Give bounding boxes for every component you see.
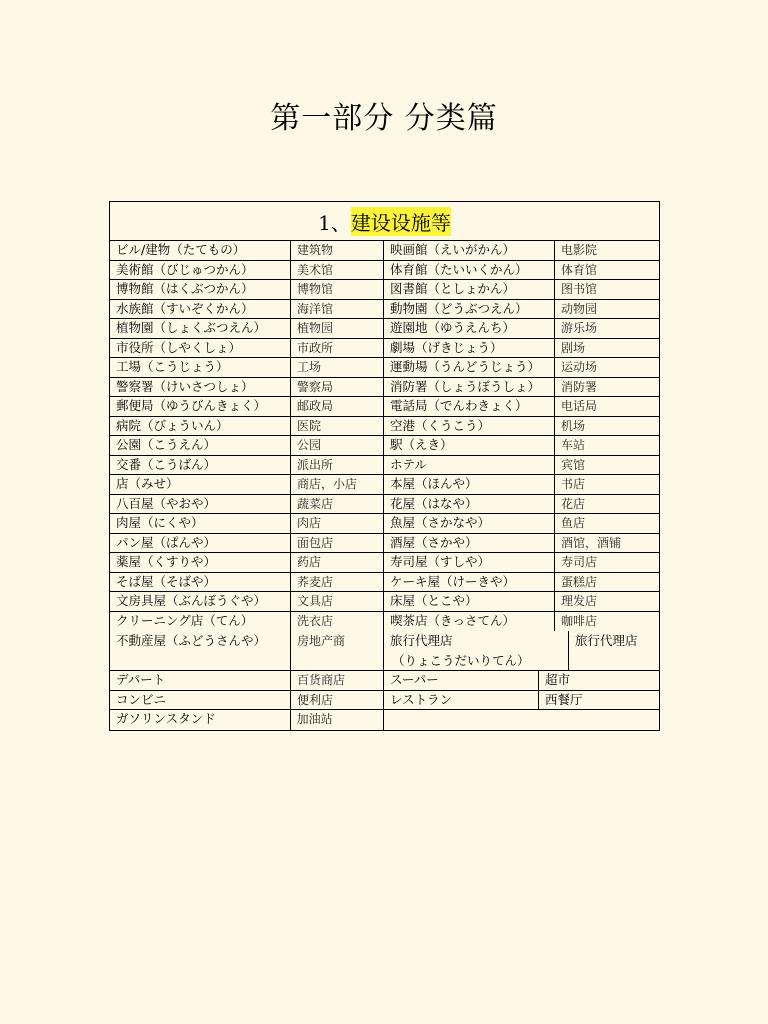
japanese-term: 店（みせ） [110,475,291,494]
japanese-term-line2: （りょこうだいりてん） [392,653,530,668]
japanese-term: 寿司屋（すしや） [384,553,555,572]
japanese-term: 劇場（げきじょう） [384,339,555,358]
chinese-term: 植物园 [291,319,384,338]
table-row [110,573,659,593]
japanese-term: 消防署（しょうぼうしょ） [384,378,555,397]
chinese-term: 理发店 [561,594,598,608]
japanese-term: 駅（えき） [384,436,555,455]
chinese-term: 面包店 [291,534,384,553]
table-row [110,495,659,515]
japanese-term: 薬屋（くすりや） [110,553,291,572]
japanese-term: 魚屋（さかなや） [384,514,555,533]
chinese-term: 动物园 [561,301,598,316]
japanese-term: 工場（こうじょう） [110,358,291,377]
japanese-term: 文房具屋（ぶんぼうぐや） [110,592,291,611]
chinese-term: 派出所 [291,456,384,475]
japanese-term: 交番（こうばん） [110,456,291,475]
japanese-term: スーパー [384,671,539,690]
table-row [110,534,659,554]
japanese-term: 病院（びょういん） [110,417,291,436]
page-title: 第一部分 分类篇 [270,101,498,136]
table-row [110,631,659,671]
section-number: 1、 [318,210,351,235]
japanese-term: 電話局（でんわきょく） [384,397,555,416]
section-heading [110,202,659,241]
japanese-term: コンビニ [110,691,291,710]
chinese-term: 市政所 [291,339,384,358]
japanese-term: クリーニング店（てん） [110,612,291,632]
table-row [110,339,659,359]
table-row [110,553,659,573]
chinese-term: 运动场 [561,360,598,374]
chinese-term: 咖啡店 [561,613,598,628]
japanese-term: 映画館（えいがかん） [384,241,555,260]
chinese-term: 洗衣店 [291,612,384,632]
table-row [110,378,659,398]
japanese-term: レストラン [384,691,539,710]
table-row [110,397,659,417]
japanese-term: 空港（くうこう） [384,417,555,436]
table-row [110,241,659,261]
table-row [110,456,659,476]
chinese-term: 电话局 [561,399,598,413]
japanese-term: 八百屋（やおや） [110,495,291,514]
table-row [110,319,659,339]
japanese-term: そば屋（そばや） [110,573,291,592]
chinese-term: 体育馆 [561,262,598,277]
table-row [110,612,659,632]
table-body [110,241,659,631]
chinese-term: 车站 [561,438,586,452]
japanese-term: ホテル [384,456,555,475]
japanese-term: 図書館（としょかん） [384,280,555,299]
japanese-term: 肉屋（にくや） [110,514,291,533]
japanese-term: ビル/建物（たてもの） [110,241,291,260]
chinese-term: 海洋馆 [291,300,384,319]
chinese-term: 商店，小店 [291,475,384,494]
chinese-term: 文具店 [291,592,384,611]
japanese-term [384,631,569,670]
japanese-term: 美術館（びじゅつかん） [110,261,291,280]
chinese-term: 西餐厅 [545,691,583,707]
chinese-term: 电影院 [561,243,598,257]
japanese-term: 公園（こうえん） [110,436,291,455]
chinese-term: 医院 [291,417,384,436]
japanese-term: 花屋（はなや） [384,495,555,514]
chinese-term: 酒馆，酒铺 [561,535,622,550]
japanese-term: 本屋（ほんや） [384,475,555,494]
japanese-term: 体育館（たいいくかん） [384,261,555,280]
chinese-term: 建筑物 [291,241,384,260]
chinese-term: 消防署 [561,379,598,394]
table-row [110,300,659,320]
japanese-term: 警察署（けいさつしょ） [110,378,291,397]
chinese-term: 百货商店 [291,671,384,690]
table-row [110,710,659,730]
chinese-term: 便利店 [291,691,384,710]
japanese-term: パン屋（ぱんや） [110,534,291,553]
japanese-term: 動物園（どうぶつえん） [384,300,555,319]
table-row [110,280,659,300]
japanese-term: 郵便局（ゆうびんきょく） [110,397,291,416]
table-row [110,358,659,378]
vocabulary-table [109,201,660,731]
chinese-term: 蔬菜店 [291,495,384,514]
japanese-term: 運動場（うんどうじょう） [384,358,555,377]
table-row [110,417,659,437]
chinese-term: 花店 [561,496,586,511]
chinese-term: 工场 [291,358,384,377]
table-row [110,475,659,495]
japanese-term: 床屋（とこや） [384,592,555,611]
section-heading-text: 建设设施等 [351,207,451,236]
chinese-term: 药店 [291,553,384,572]
japanese-term: 不動産屋（ふどうさんや） [110,631,291,670]
table-row [110,691,659,711]
chinese-term: 房地产商 [291,631,384,670]
chinese-term: 书店 [561,477,586,491]
chinese-term: 邮政局 [291,397,384,416]
chinese-term: 图书馆 [561,282,598,296]
japanese-term: 遊園地（ゆうえんち） [384,319,555,338]
japanese-term: 博物館（はくぶつかん） [110,280,291,299]
chinese-term: 游乐场 [561,321,598,335]
chinese-term: 荞麦店 [291,573,384,592]
table-row [110,592,659,612]
chinese-term: 蛋糕店 [561,574,598,589]
japanese-term: 市役所（しやくしょ） [110,339,291,358]
chinese-term: 肉店 [291,514,384,533]
japanese-term-line1: 旅行代理店 [390,633,453,648]
chinese-term: 公园 [291,436,384,455]
chinese-term: 寿司店 [561,555,598,569]
chinese-term: 机场 [561,418,586,433]
chinese-term: 博物馆 [291,280,384,299]
japanese-term: 喫茶店（きっさてん） [384,612,555,632]
table-row [110,671,659,691]
table-row [110,436,659,456]
table-row [110,514,659,534]
chinese-term: 剧场 [561,340,586,355]
japanese-term: ガソリンスタンド [110,710,291,730]
chinese-term: 加油站 [291,710,384,730]
japanese-term: 植物園（しょくぶつえん） [110,319,291,338]
chinese-term: 美术馆 [291,261,384,280]
table-row [110,261,659,281]
chinese-term: 旅行代理店 [575,633,638,648]
japanese-term: 水族館（すいぞくかん） [110,300,291,319]
chinese-term: 超市 [545,672,571,687]
japanese-term: ケーキ屋（けーきや） [384,573,555,592]
chinese-term: 鱼店 [561,516,586,530]
japanese-term: デパート [110,671,291,690]
chinese-term: 警察局 [291,378,384,397]
chinese-term: 宾馆 [561,457,586,472]
japanese-term: 酒屋（さかや） [384,534,555,553]
empty-cell [384,710,659,730]
